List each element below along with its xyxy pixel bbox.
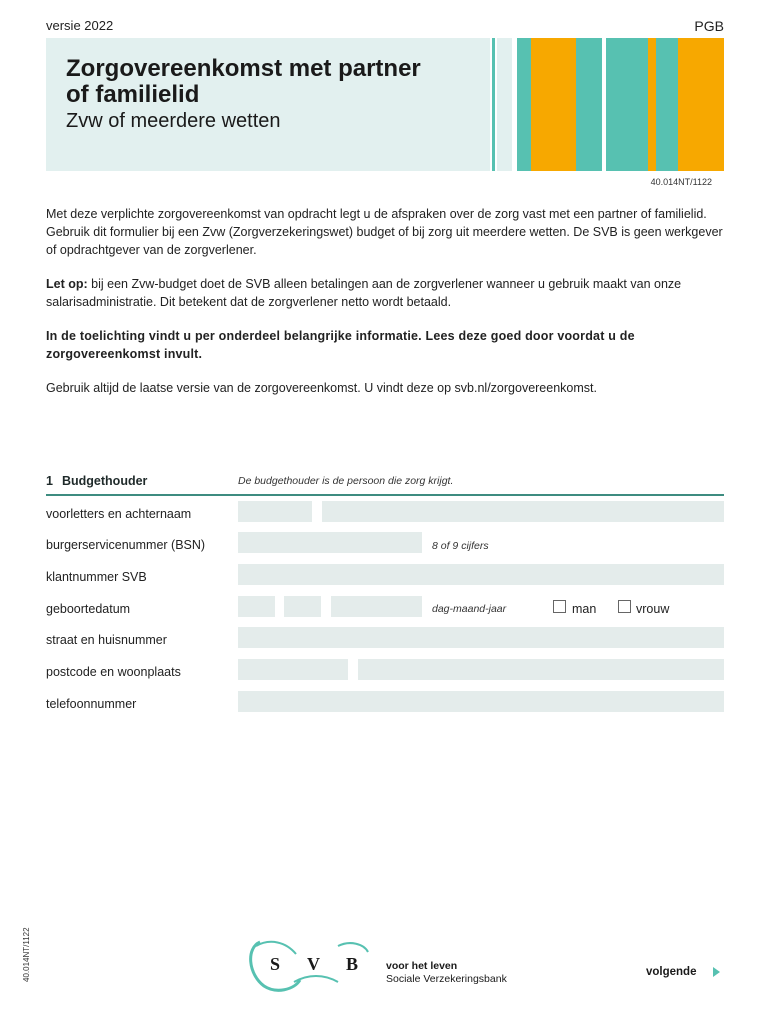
tagline-primary: voor het leven [386, 960, 458, 972]
postcode-label: postcode en woonplaats [46, 665, 181, 679]
section-title: Budgethouder [62, 474, 148, 488]
name-label: voorletters en achternaam [46, 507, 192, 521]
male-checkbox[interactable] [553, 600, 566, 613]
phone-field[interactable] [238, 691, 724, 712]
section-note: De budgethouder is de persoon die zorg krijgt. [238, 475, 454, 487]
version-label: versie 2022 [46, 18, 114, 33]
logo-letter-b: B [346, 954, 359, 974]
client-number-label: klantnummer SVB [46, 570, 147, 584]
female-checkbox[interactable] [618, 600, 631, 613]
section-header [46, 474, 724, 496]
dob-day-field[interactable] [238, 596, 275, 617]
logo-letter-v: V [307, 954, 320, 974]
bsn-hint: 8 of 9 cijfers [432, 540, 489, 552]
bsn-field[interactable] [238, 532, 422, 553]
postcode-field[interactable] [238, 659, 348, 680]
document-number: 40.014NT/1122 [650, 177, 712, 187]
city-field[interactable] [358, 659, 724, 680]
phone-label: telefoonnummer [46, 697, 137, 711]
letop-text: bij een Zvw-budget doet de SVB alleen betalingen aan de zorgverlener wanneer u gebruik maakt van onze salarisadministratie. Dit betekent dat de zorgverlener netto wordt betaald. [46, 277, 682, 309]
letop-label: Let op: [46, 277, 88, 291]
side-document-number: 40.014NT/1122 [22, 927, 31, 982]
intro-text [46, 205, 728, 413]
svb-logo [246, 934, 376, 994]
tagline-secondary: Sociale Verzekeringsbank [386, 973, 507, 985]
section-number: 1 [46, 474, 53, 488]
initials-field[interactable] [238, 501, 312, 522]
next-page-label[interactable]: volgende [646, 966, 697, 978]
logo-letter-s: S [270, 954, 281, 974]
surname-field[interactable] [322, 501, 724, 522]
dob-year-field[interactable] [331, 596, 422, 617]
dob-hint: dag-maand-jaar [432, 603, 507, 615]
instruction-paragraph: In de toelichting vindt u per onderdeel belangrijke informatie. Lees deze goed door voordat u de zorgovereenkomst invult. [46, 329, 635, 361]
page-subtitle: Zvw of meerdere wetten [66, 110, 281, 132]
decorative-stripes [452, 38, 724, 171]
street-field[interactable] [238, 627, 724, 648]
dob-label: geboortedatum [46, 602, 131, 616]
intro-paragraph: Met deze verplichte zorgovereenkomst van opdracht legt u de afspraken over de zorg vast met een partner of familielid. Gebruik dit formulier bij een Zvw (Zorgverzekeringswet) budget of bij zorg uit meerdere wetten. De SVB is geen werkgever of opdrachtgever van de zorgverlener. [46, 207, 723, 257]
client-number-field[interactable] [238, 564, 724, 585]
letop-paragraph [46, 275, 728, 311]
next-arrow-icon[interactable] [712, 967, 721, 977]
street-label: straat en huisnummer [46, 633, 167, 647]
female-label: vrouw [636, 602, 670, 616]
male-label: man [572, 602, 597, 616]
page-title: Zorgovereenkomst met partner of familielid [66, 55, 421, 108]
bsn-label: burgerservicenummer (BSN) [46, 538, 206, 552]
form-code: PGB [694, 18, 724, 34]
version-paragraph: Gebruik altijd de laatse versie van de zorgovereenkomst. U vindt deze op svb.nl/zorgovereenkomst. [46, 381, 597, 395]
dob-month-field[interactable] [284, 596, 321, 617]
